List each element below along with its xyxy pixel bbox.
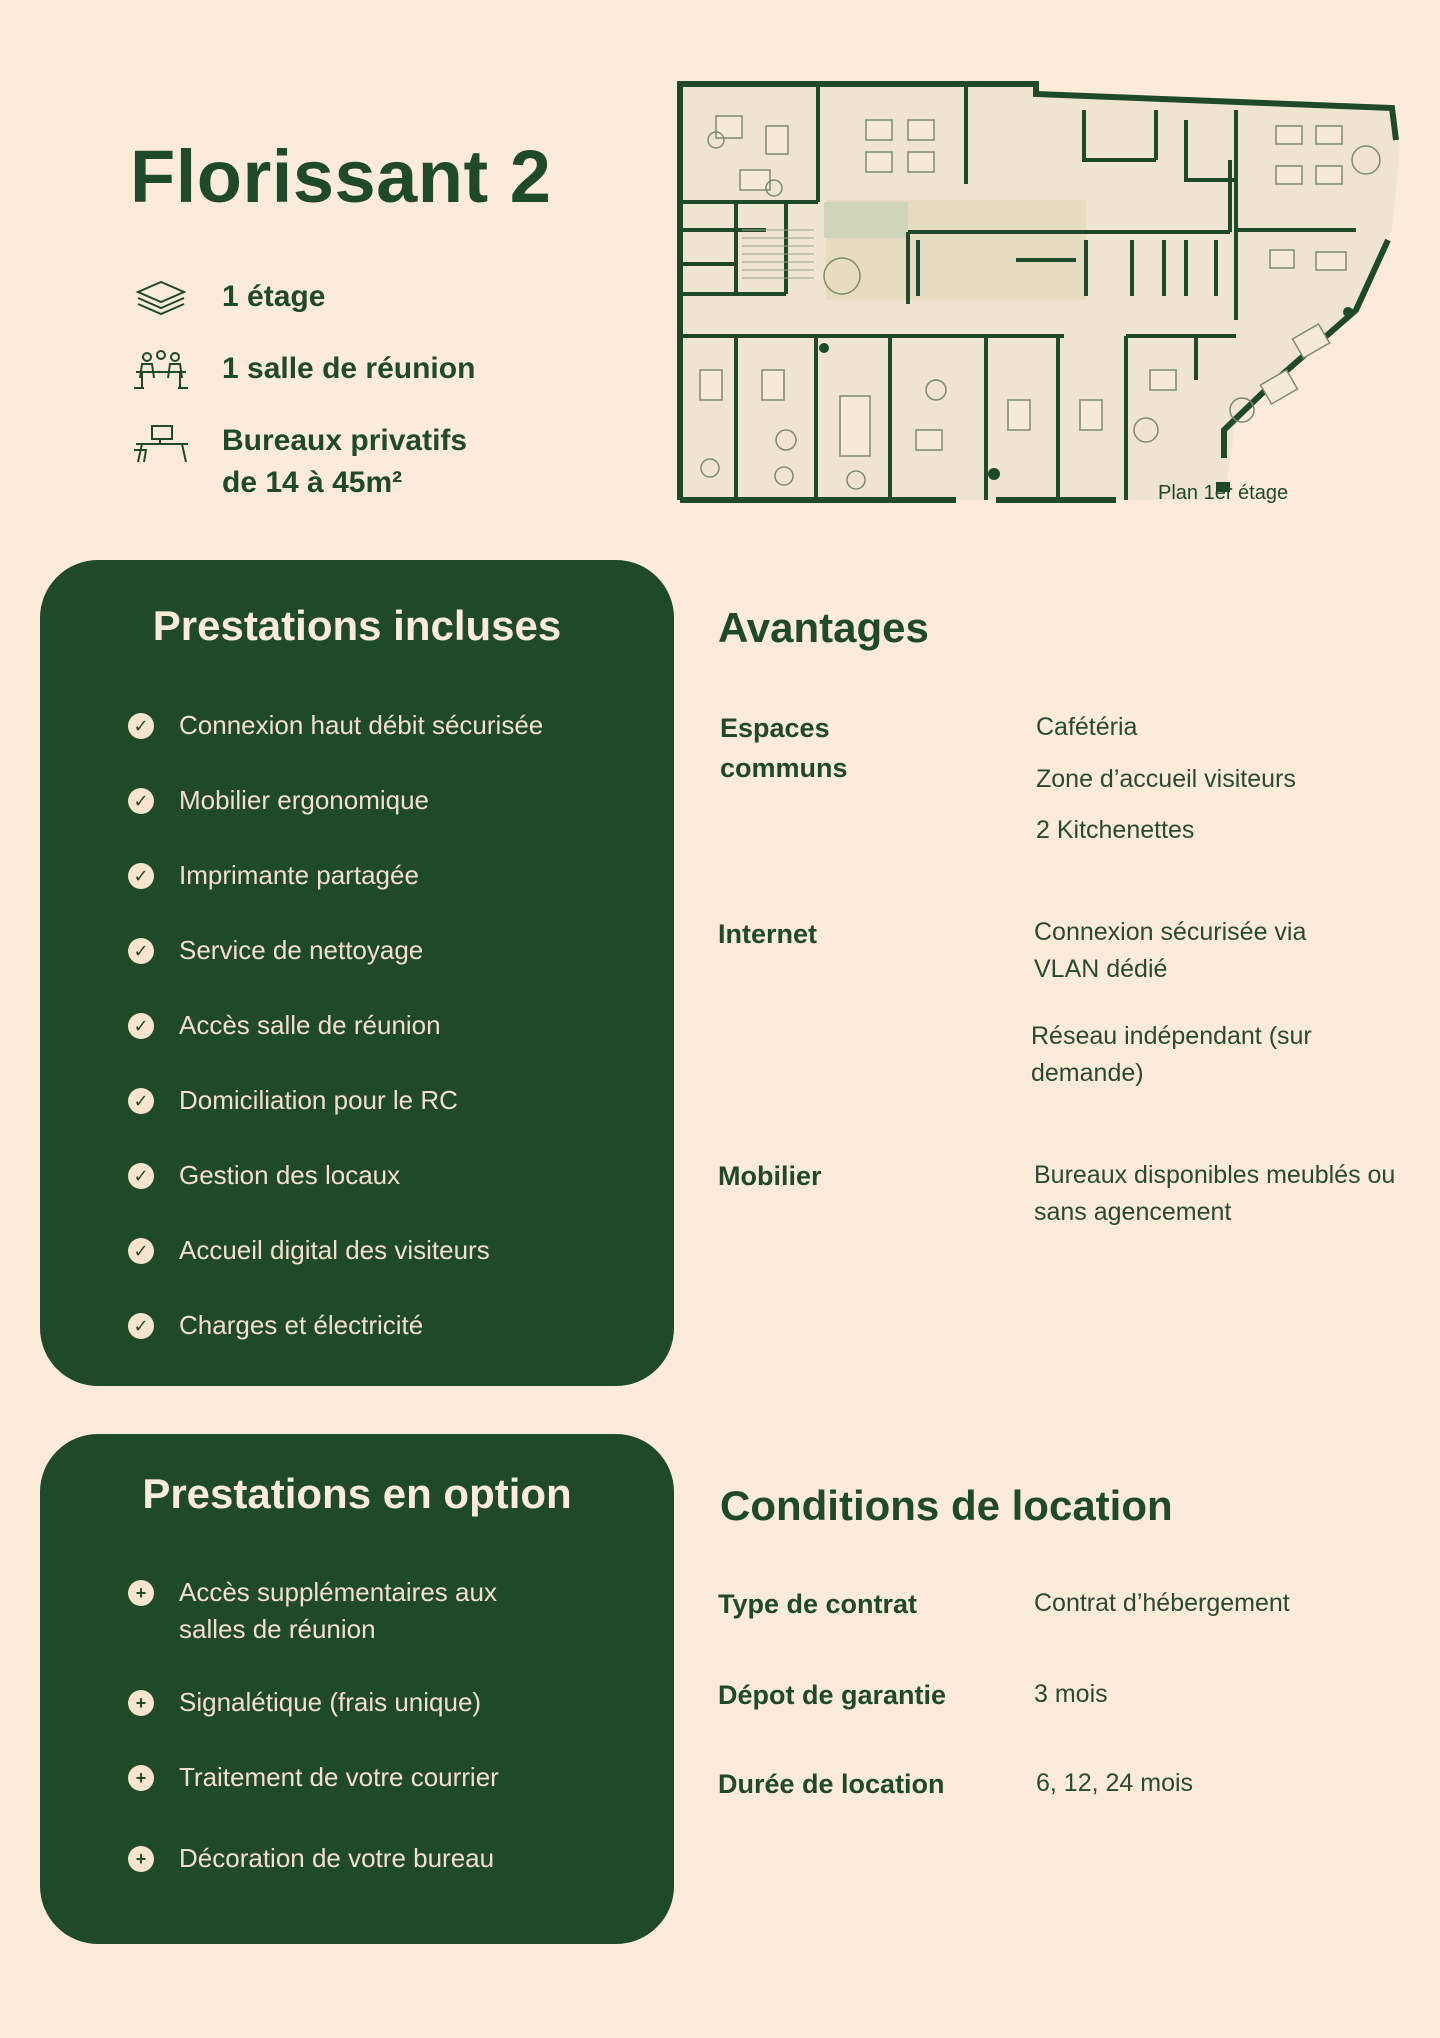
advantages-value: Bureaux disponibles meublés ou sans agencement [1034,1161,1396,1226]
plus-icon: + [128,1580,154,1606]
feature-offices-line2: de 14 à 45m² [222,466,403,499]
check-icon: ✓ [128,1238,154,1264]
list-item: ✓ Gestion des locaux [128,1157,400,1194]
check-icon: ✓ [128,713,154,739]
floor-plan [676,80,1404,510]
check-icon: ✓ [128,1163,154,1189]
meeting-room-icon [130,348,192,392]
check-icon: ✓ [128,1088,154,1114]
advantages-value: Zone d’accueil visiteurs [1036,765,1296,793]
feature-floors [130,276,325,320]
condition-value: 3 mois [1034,1680,1108,1708]
layers-icon [130,276,192,320]
condition-value: Contrat d’hébergement [1034,1589,1290,1617]
check-icon: ✓ [128,788,154,814]
advantages-key-common-spaces: Espaces communs [720,713,848,783]
list-item: ✓ Domiciliation pour le RC [128,1082,458,1119]
included-services-title: Prestations incluses [152,602,562,649]
feature-meeting-room-text: 1 salle de réunion [222,352,476,385]
list-item: ✓ Connexion haut débit sécurisée [128,707,543,744]
feature-floors-text: 1 étage [222,280,326,313]
condition-key: Dépot de garantie [718,1680,947,1710]
condition-value: 6, 12, 24 mois [1036,1769,1194,1797]
list-item: ✓ Service de nettoyage [128,932,423,969]
check-icon: ✓ [128,863,154,889]
feature-meeting-room [130,348,475,392]
list-item: + Signalétique (frais unique) [128,1684,481,1721]
feature-offices-line1: Bureaux privatifs [222,424,468,457]
list-item: ✓ Accueil digital des visiteurs [128,1232,490,1269]
advantages-key-internet: Internet [718,919,818,949]
check-icon: ✓ [128,1313,154,1339]
optional-services-card [40,1434,674,1944]
plan-caption: Plan 1er étage [1158,482,1289,504]
check-icon: ✓ [128,1013,154,1039]
list-item: + Accès supplémentaires aux salles de réunion [128,1574,497,1648]
condition-key: Durée de location [718,1769,945,1799]
advantages-key-furniture: Mobilier [718,1161,822,1191]
advantages-value: Cafétéria [1036,713,1138,741]
condition-key: Type de contrat [718,1589,918,1619]
rental-conditions-title: Conditions de location [720,1482,1173,1529]
plus-icon: + [128,1765,154,1791]
check-icon: ✓ [128,938,154,964]
page-title: Florissant 2 [130,135,552,218]
advantages-title: Avantages [718,604,929,651]
advantages-value: Réseau indépendant (sur demande) [1031,1022,1312,1087]
list-item: ✓ Charges et électricité [128,1307,423,1344]
list-item: ✓ Mobilier ergonomique [128,782,429,819]
advantages-value: 2 Kitchenettes [1036,816,1195,844]
list-item: ✓ Accès salle de réunion [128,1007,441,1044]
optional-services-title: Prestations en option [142,1470,572,1517]
advantages-value: Connexion sécurisée via VLAN dédié [1034,918,1307,983]
plus-icon: + [128,1846,154,1872]
feature-offices [130,420,467,504]
list-item: ✓ Imprimante partagée [128,857,419,894]
list-item: + Traitement de votre courrier [128,1759,499,1796]
plus-icon: + [128,1690,154,1716]
desk-icon [130,420,192,464]
list-item: + Décoration de votre bureau [128,1840,494,1877]
included-services-card [40,560,674,1386]
